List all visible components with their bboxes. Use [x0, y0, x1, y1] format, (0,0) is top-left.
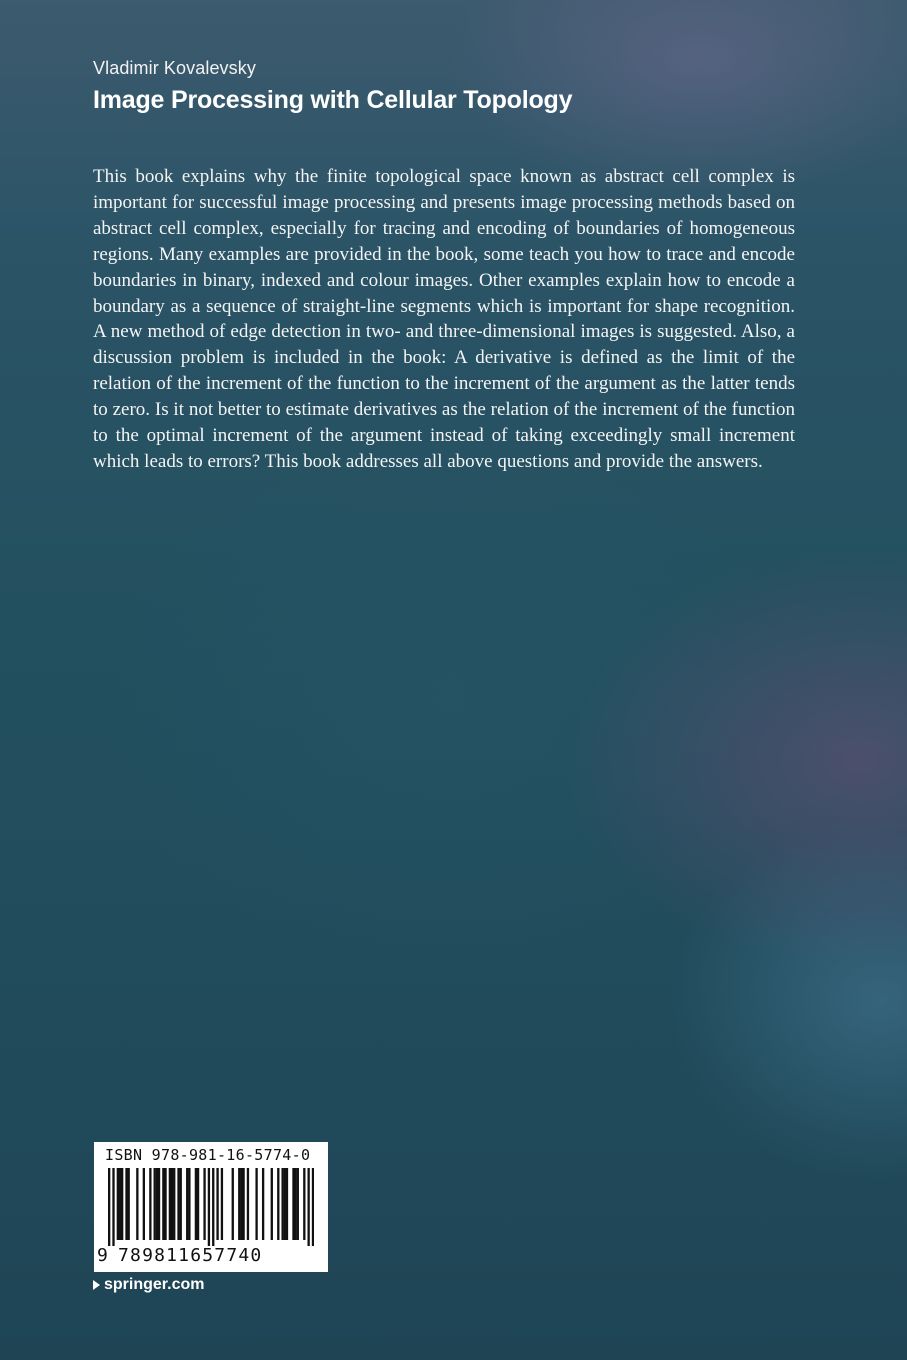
barcode-bar	[158, 1168, 160, 1240]
barcode-bar	[292, 1168, 294, 1240]
barcode-bar	[164, 1168, 166, 1240]
barcode-bar	[312, 1168, 314, 1246]
barcode-lead-digit: 9	[97, 1245, 108, 1266]
barcode-bar	[255, 1168, 257, 1240]
barcode-bar	[262, 1168, 264, 1240]
barcode-bar	[208, 1168, 210, 1246]
barcode-bar	[188, 1168, 190, 1240]
barcode-bar	[177, 1168, 179, 1240]
barcode-bar	[171, 1168, 173, 1240]
barcode-bar	[156, 1168, 158, 1240]
barcode-bar	[212, 1168, 214, 1246]
barcode-bar	[112, 1168, 114, 1246]
barcode-bar	[232, 1168, 234, 1240]
barcode-bar	[247, 1168, 249, 1240]
barcode-bar	[154, 1168, 156, 1240]
barcode-bar	[195, 1168, 197, 1240]
barcode-bar	[221, 1168, 223, 1240]
barcode-bar	[119, 1168, 121, 1240]
barcode-bar	[297, 1168, 299, 1240]
barcode-bar	[121, 1168, 123, 1240]
barcode-bar	[277, 1168, 279, 1240]
barcode-bar	[307, 1168, 309, 1246]
barcode-bar	[242, 1168, 244, 1240]
barcode-bar	[284, 1168, 286, 1240]
barcode-bar	[149, 1168, 151, 1240]
barcode-bar	[294, 1168, 296, 1240]
barcode-bar	[203, 1168, 205, 1240]
isbn-barcode	[94, 1142, 328, 1272]
book-description: This book explains why the finite topological space known as abstract cell complex is important for successful image processing and presents image processing methods based on abstract cell complex, especially for tracing and encoding of boundaries of homogeneous regions. Many examples are provided in the book, some teach you how to trace and encode boundaries in binary, indexed and colour images. Other examples explain how to encode a boundary as a sequence of straight-line segments which is important for shape recognition. A new method of edge detection in two- and three-dimensional images is suggested. Also, a discussion problem is included in the book: A derivative is defined as the limit of the relation of the increment of the function to the increment of the argument as the latter tends to zero. Is it not better to estimate derivatives as the relation of the increment of the function to the optimal increment of the argument instead of taking exceedingly small increment which leads to errors? This book addresses all above questions and provide the answers.	[93, 166, 795, 472]
barcode-bar	[162, 1168, 164, 1240]
barcode-bar	[128, 1168, 130, 1240]
barcode-bar	[240, 1168, 242, 1240]
barcode-bar	[303, 1168, 305, 1240]
author-name: Vladimir Kovalevsky	[93, 58, 256, 78]
arrow-right-icon	[93, 1280, 100, 1290]
barcode-bar	[173, 1168, 175, 1240]
barcode-bar	[197, 1168, 199, 1240]
publisher-link[interactable]	[93, 1276, 204, 1294]
barcode-bar	[169, 1168, 171, 1240]
barcode-bar	[180, 1168, 182, 1240]
barcode-bar	[125, 1168, 127, 1240]
barcode-bar	[108, 1168, 110, 1246]
barcode-bar	[281, 1168, 283, 1240]
barcode-bar	[286, 1168, 288, 1240]
barcode-bar	[136, 1168, 138, 1240]
isbn-label: ISBN 978-981-16-5774-0	[105, 1146, 311, 1164]
barcode-bar	[216, 1168, 218, 1240]
barcode-bars	[108, 1168, 314, 1246]
barcode-bar	[271, 1168, 273, 1240]
publisher-link-label: springer.com	[104, 1276, 205, 1293]
book-title: Image Processing with Cellular Topology	[93, 86, 573, 114]
barcode-bar	[186, 1168, 188, 1240]
barcode-bar	[117, 1168, 119, 1240]
barcode-bar	[238, 1168, 240, 1240]
barcode-main-digits: 789811657740	[118, 1245, 263, 1266]
barcode-bar	[143, 1168, 145, 1240]
